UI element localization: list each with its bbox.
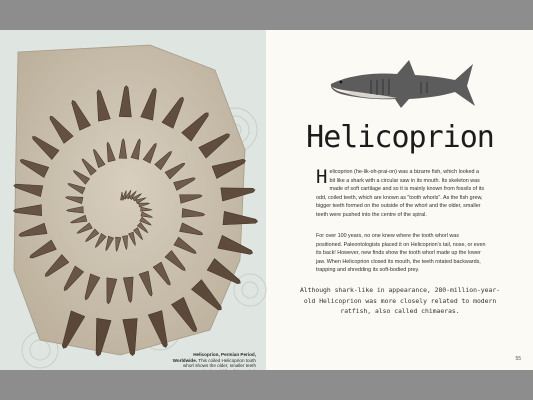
bottom-frame [0,370,533,400]
paragraph-1-text: elicoprion (he-lik-oh-prai-on) was a bizarre fish, which looked a bit like a shark with a circular saw in its mouth. Its skeleton was made of soft cartilage and so it is mainly known from fossils of its odd, coiled teeth, which are known as "tooth whorls". As the fish grew, bigger teeth formed on the outside of the whorl and the older, smaller teeth were pushed into the centre of the spiral. [316,169,485,218]
page-title: Helicoprion [306,120,494,155]
pull-quote: Although shark-like in appearance, 280-million-year-old Helicoprion was more closely related to modern ratfish, also called chimaeras. [299,286,501,316]
page-number: 55 [515,356,521,362]
helicoprion-shark-illustration [327,58,477,116]
left-page [0,30,266,370]
body-paragraph-1 [316,168,486,220]
top-frame [0,0,533,30]
caption-text: This coiled Helicoprion tooth whorl shows the older, smaller teeth [182,357,256,369]
drop-cap: H [316,166,328,188]
fossil-tooth-whorl-photo [0,30,266,370]
caption-title: Helicoprion, Permian Period, Worldwide. [172,352,256,363]
body-paragraph-2: For over 100 years, no one knew where the tooth whorl was positioned. Paleontologists placed it on Helicoprion's tail, nose, or even its back! However, new finds show the tooth whorl made up the lower jaw. When Helicoprion closed its mouth, the teeth rotated backwards, trapping and shredding its soft-bodied prey. [316,233,486,274]
right-page [267,30,533,370]
